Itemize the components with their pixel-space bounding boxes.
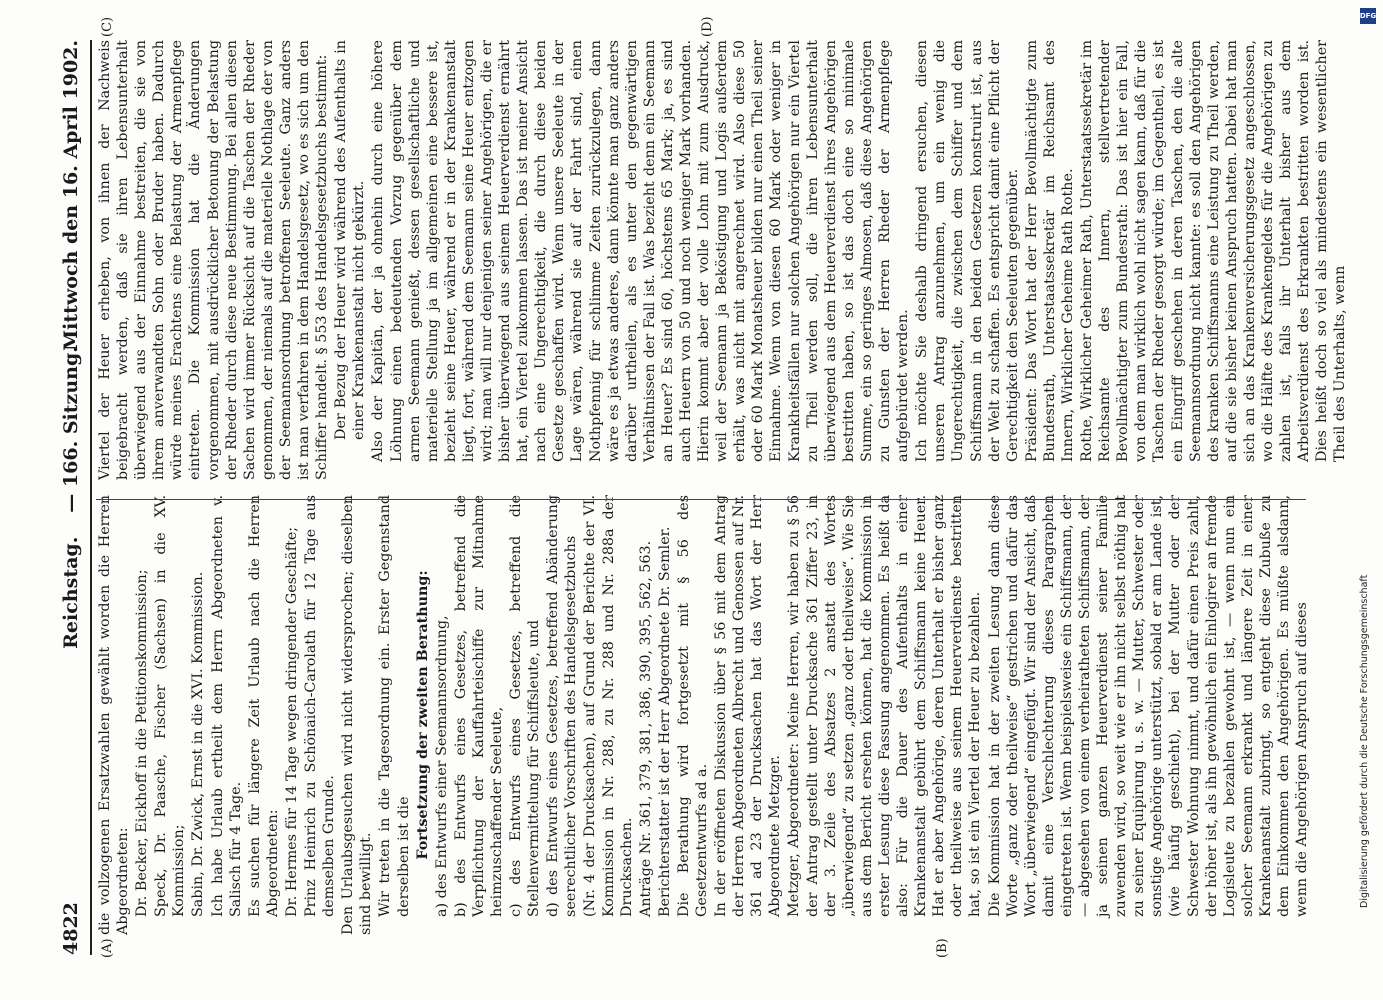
paragraph: Sabin, Dr. Zwick, Ernst in die XVI. Kommission. [190,571,207,917]
speech-paragraph: Die Kommission hat in der zweiten Lesung dann diese Worte „ganz oder theilweise“ gestrichen und dafür das Wort „überwiegend“ eingefügt. Wir sind der Ansicht, daß damit eine Verschlechterung dieses Paragraphen eingetreten ist. Wenn beispielsweise ein Schiffsmann, der — abgesehen von einem verheiratheten Schiffsmann, der ja seinen ganzen Heuerverdienst seiner Familie zuwenden wird, so weit wie er ihn nicht selbst nöthig hat zu seiner Equipirung u. s. w. — Mutter, Schwester oder sonstige Angehörige unterstützt, sobald er am Lande ist, (wie häufig geschieht), bei der Mutter oder der Schwester Wohnung nimmt, und dafür einen Preis zahlt, der höher ist, als ihn gewöhnlich ein Einlogirer an fremde Logisleute zu bezahlen gewohnt ist, — wenn nun ein solcher Seemann erkrankt und längere Zeit in einer Krankenanstalt zubringt, so entgeht diese Zubuße zu dem Einkommen den Angehörigen. Es müßte alsdann, wenn die Angehörigen Anspruch auf dieses [986,495,1311,917]
paragraph: Die Berathung wird fortgesetzt mit § 56 des Gesetzentwurfs ad a. [675,495,710,917]
paragraph: Speck, Dr. Paasche, Fischer (Sachsen) in die XV. Kommission; [153,495,188,917]
margin-mark-a: (A) [100,938,115,958]
margin-mark-d: (D) [700,16,715,37]
digitization-text: Digitalisierung gefördert durch die Deutsche Forschungsgemeinschaft [1359,574,1370,908]
paragraph: Dr. Hermes für 14 Tage wegen dringender Geschäfte; [283,526,300,917]
margin-mark-b: (B) [935,938,950,958]
speech-paragraph: Metzger, Abgeordneter: Meine Herren, wir haben zu § 56 der Antrag gestellt unter Drucksache 361 Ziffer 23, in der 3. Zeile des Absatzes 2 anstatt des Wortes „überwiegend“ zu setzen „ganz oder theilweise“. Wie Sie aus dem Bericht ersehen können, hat die Kommission in erster Lesung diese Fassung angenommen. Es heißt da also: Für die Dauer des Aufenthalts in einer Krankenanstalt gebührt dem Schiffsmann keine Heuer. Hat er aber Angehörige, deren Unterhalt er bisher ganz oder theilweise aus seinem Heuerverdienste bestritten hat, so ist ein Viertel der Heuer zu bezahlen. [786,495,984,917]
agenda-item: a) des Entwurfs einer Seemannsordnung, [433,615,450,917]
quoted-law: Der Bezug der Heuer wird während des Aufenthalts in einer Krankenanstalt nicht gekürzt. [333,40,368,440]
margin-mark-c: (C) [100,16,115,37]
column-divider [96,499,1306,500]
paragraph: Es suchen für längere Zeit Urlaub nach die Herren Abgeordneten: [246,495,281,917]
paragraph: Viertel der Heuer erheben, von ihnen der Nachweis beigebracht werden, daß sie ihren Lebensunterhalt überwiegend aus der Einnahme bestreiten, die sie von ihrem anverwandten Sohn oder Bruder haben. Dadurch würde meines Erachtens eine Belastung der Armenpflege eintreten. Die Kommission hat die Änderungen vorgenommen, mit ausdrücklicher Betonung der Belastung der Rheder durch diese neue Bestimmung. Bei allen diesen Sachen wird immer Rücksicht auf die Taschen der Rheder genommen, der niemals auf die materielle Nothlage der von der Seemannsordnung betroffenen Seeleute. Ganz anders ist man verfahren in dem Handelsgesetz, wo es sich um den Schiffer handelt. § 553 des Handelsgesetzbuchs bestimmt: [97,40,331,480]
publication-name: Reichstag. [60,536,82,649]
speaker-paragraph: Rothe, Wirklicher Geheimer Rath, Unterstaatssekretär im Reichsamte des Innern, stellvertretender Bevollmächtigter zum Bundesrath: Das ist hier ein Fall, von dem man wirklich wohl nicht sagen kann, daß für die Taschen der Rheder gesorgt würde; im Gegentheil, es ist ein Eingriff geschehen in deren Taschen, den die alte Seemannsordnung nicht kannte: es soll den Angehörigen des kranken Schiffsmanns eine Leistung zu Theil werden, auf die sie bisher keinen Anspruch hatten. Dabei hat man sich an das Krankenversicherungsgesetz angeschlossen, wo die Hälfte des Krankengeldes für die Angehörigen zu zahlen ist, falls ihr Unterhalt bisher aus dem Arbeitsverdienst des Erkrankten bestritten worden ist. Dies heißt doch so viel als mindestens ein wesentlicher Theil des Unterhalts, wenn [1079,40,1349,462]
session-date: Mittwoch den 16. April 1902. [60,40,82,351]
paragraph: Also der Kapitän, der ja ohnehin durch eine höhere Löhnung einen bedeutenden Vorzug gegenüber dem armen Seemann genießt, dessen gesellschaftliche und materielle Stellung ja im allgemeinen eine bessere ist, bezieht seine Heuer, während er in der Krankenanstalt liegt, fort, während dem Seemann seine Heuer entzogen wird; man will nur denjenigen seiner Angehörigen, die er bisher überwiegend aus seinem Heuerverdienst ernährt hat, ein Viertel zukommen lassen. Das ist meiner Ansicht nach eine Ungerechtigkeit, die durch diese beiden Gesetze geschaffen wird. Wenn unsere Seeleute in der Lage wären, während sie auf der Fahrt sind, einen Nothpfennig für schlimme Zeiten zurückzulegen, dann wäre es ja etwas anderes, dann könnte man ganz anders darüber urtheilen, als es unter den gegenwärtigen Verhältnissen der Fall ist. Was bezieht denn ein Seemann an Heuer? Es sind 60, höchstens 65 Mark; ja, es sind auch Heuern von 50 und noch weniger Mark vorhanden. Hierin kommt aber der volle Lohn mit zum Ausdruck, weil der Seemann ja Beköstigung und Logis außerdem erhält, was nicht mit angerechnet wird. Also diese 50 oder 60 Mark Monatsheuer bilden nur einen Theil seiner Einnahme. Wenn von diesen 60 Mark oder weniger in Krankheitsfällen nur solchen Angehörigen nur ein Viertel zu Theil werden soll, die ihren Lebensunterhalt überwiegend aus dem Heuerverdienst ihres Angehörigen bestritten haben, so ist das doch eine so minimale Summe, ein so geringes Almosen, daß diese Angehörigen zu Gunsten der Herren Rheder der Armenpflege aufgebürdet werden. [370,40,912,462]
dfg-logo: DFG [1360,8,1376,24]
session-number: — 166. Sitzung. [60,346,82,513]
page-number: 4822 [60,902,82,955]
agenda-item: d) des Entwurfs eines Gesetzes, betreffend Abänderung seerechtlicher Vorschriften des Handelsgesetzbuchs [545,495,580,917]
agenda-item: b) des Entwurfs eines Gesetzes, betreffend die Verpflichtung der Kauffahrteischiffe zur Mitnahme heimzuschaffender Seeleute, [452,495,505,917]
paragraph: Den Urlaubsgesuchen wird nicht widersprochen; dieselben sind bewilligt. [340,495,375,935]
right-column [96,40,1351,480]
paragraph: die vollzogenen Ersatzwahlen gewählt worden die Herren Abgeordneten: [97,495,132,935]
paragraph: In der eröffneten Diskussion über § 56 mit dem Antrag der Herren Abgeordneten Albrecht und Genossen auf Nr. 361 ad 23 der Drucksachen hat das Wort der Herr Abgeordnete Metzger. [713,495,784,917]
digitization-note [1352,8,1378,908]
agenda-heading: Fortsetzung der zweiten Berathung: [414,570,431,860]
header-rule [90,40,92,955]
paragraph: Berichterstatter ist der Herr Abgeordnete Dr. Semler. [656,526,673,917]
paragraph: Ich möchte Sie deshalb dringend ersuchen, diesen unseren Antrag anzunehmen, um ein wenig die Ungerechtigkeit, die zwischen dem Schiffer und dem Schiffsmann in den beiden Gesetzen konstruirt ist, aus der Welt zu schaffen. Es entspricht damit eine Pflicht der Gerechtigkeit den Seeleuten gegenüber. [914,40,1021,462]
paragraph: (Nr. 4 der Drucksachen), auf Grund der Berichte der VI. Kommission in Nr. 288, zu Nr. 288 und Nr. 288a der Drucksachen. [582,495,635,917]
left-column [96,495,1351,935]
paragraph: Wir treten in die Tagesordnung ein. Erster Gegenstand derselben ist die [377,495,412,917]
paragraph: Anträge Nr. 361, 379, 381, 386, 390, 395, 562, 563. [637,540,654,917]
paragraph: Ich habe Urlaub ertheilt dem Herrn Abgeordneten v. Salisch für 4 Tage. [209,495,244,917]
paragraph: Prinz Heinrich zu Schönaich-Carolath für 12 Tage aus demselben Grunde. [303,495,338,917]
paragraph: Dr. Becker, Eickhoff in die Petitionskommission; [134,569,151,917]
agenda-item: c) des Entwurfs eines Gesetzes, betreffend die Stellenvermittelung für Schiffsleute, und [508,495,543,917]
speaker-paragraph: Präsident: Das Wort hat der Herr Bevollmächtigte zum Bundesrath, Unterstaatssekretär im Reichsamt des Innern, Wirklicher Geheime Rath Rothe. [1023,40,1076,462]
page-header [60,40,88,955]
